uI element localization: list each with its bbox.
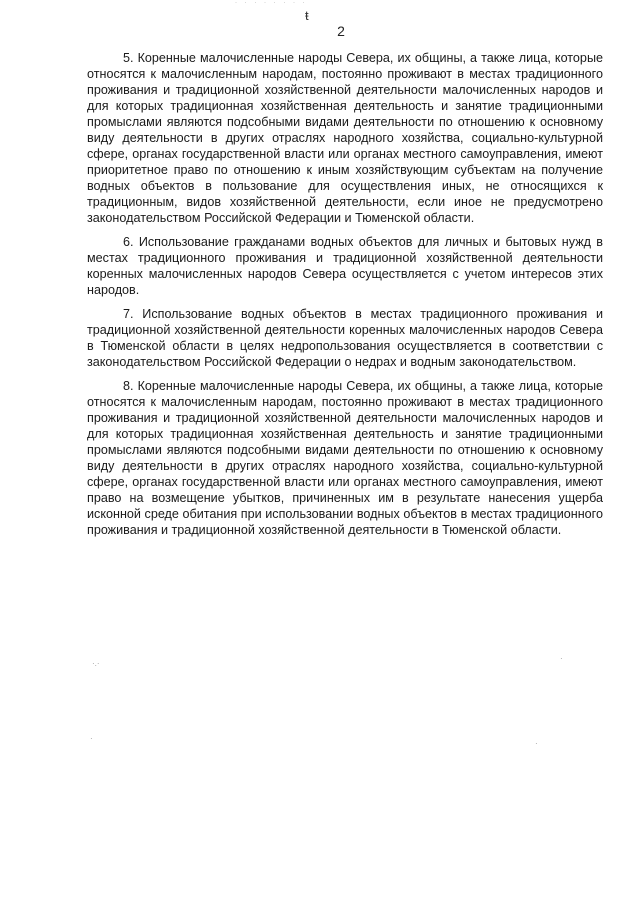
- paragraph-8: 8. Коренные малочисленные народы Севера, их общины, а также лица, которые относятся к малочисленным народам, постоянно проживают в местах традиционного проживания и традиционной хозяйственной деятельности малочисленных народов и для которых традиционная хозяйственная деятельность и занятие традиционными промыслами являются подсобными видами деятельности по отношению к основному виду деятельности в других отраслях народного хозяйства, социально-культурной сфере, органах государственной власти или органах местного самоуправления, имеют право на возмещение убытков, причиненных им в результате нанесения ущерба исконной среде обитания при использовании водных объектов в местах традиционного проживания и традиционной хозяйственной деятельности в Тюменской области.: [87, 379, 603, 537]
- scan-speck: ·: [560, 654, 563, 663]
- scan-speck: ·: [535, 739, 538, 748]
- paragraph-5: 5. Коренные малочисленные народы Севера, их общины, а также лица, которые относятся к малочисленным народам, постоянно проживают в местах традиционного проживания и традиционной хозяйственной деятельности малочисленных народов и для которых традиционная хозяйственная деятельность и занятие традиционными промыслами являются подсобными видами деятельности по отношению к основному виду деятельности в других отраслях народного хозяйства, социально-культурной сфере, органах государственной власти или органах местного самоуправления, имеют приоритетное право по отношению к иным хозяйствующим субъектам на получение водных объектов в пользование для осуществления иных, не относящихся к традиционным, видов хозяйственной деятельности, если иное не предусмотрено законодательством Российской Федерации и Тюменской области.: [87, 51, 603, 225]
- scan-artifact-top: · · · · · · · ·: [235, 0, 308, 6]
- scan-speck: ·.·: [92, 659, 100, 668]
- document-body: [87, 50, 603, 546]
- paragraph-7: 7. Использование водных объектов в местах традиционного проживания и традиционной хозяйственной деятельности коренных малочисленных народов Севера в Тюменской области в целях недропользования осуществляется в соответствии с законодательством Российской Федерации о недрах и водным законодательством.: [87, 307, 603, 369]
- scan-artifact-tick: ŧ: [305, 8, 309, 23]
- scan-speck: ·: [90, 734, 93, 743]
- paragraph-6: 6. Использование гражданами водных объектов для личных и бытовых нужд в местах традиционного проживания и традиционной хозяйственной деятельности коренных малочисленных народов Севера осуществляется с учетом интересов этих народов.: [87, 235, 603, 297]
- page-number: 2: [337, 23, 345, 39]
